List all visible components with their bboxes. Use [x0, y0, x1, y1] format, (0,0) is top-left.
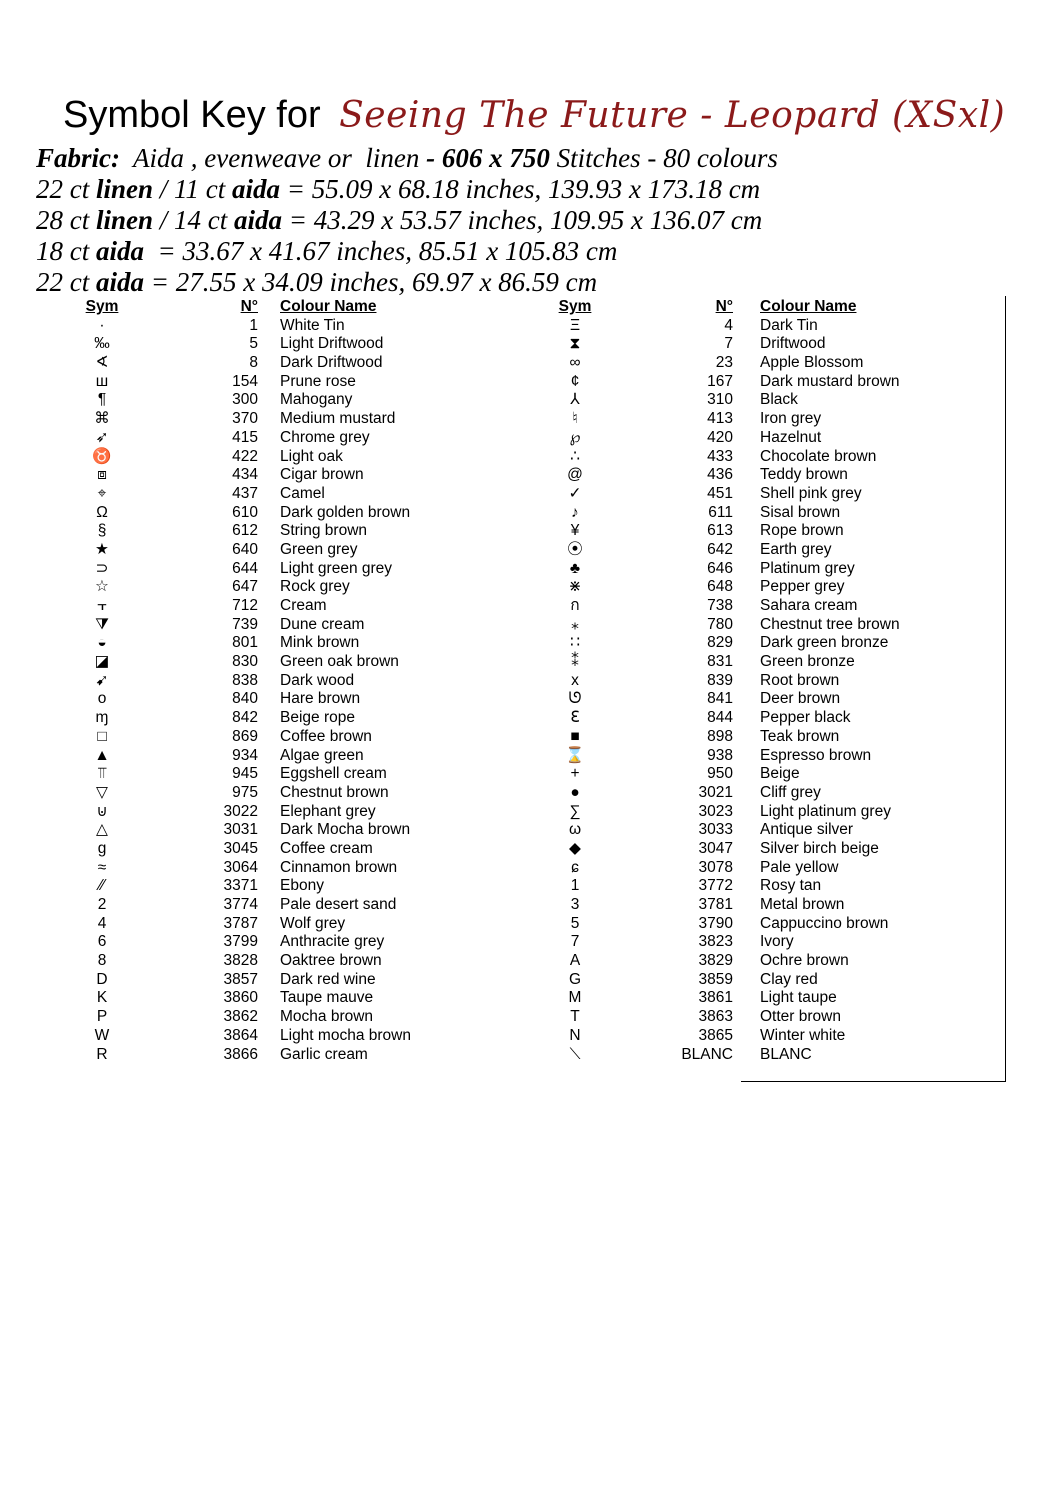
symbol-cell: 5 — [570, 914, 580, 932]
symbol-cell: A — [569, 952, 581, 970]
number-cell: 300 — [232, 391, 258, 409]
spec-segment: linen — [96, 205, 154, 235]
colour-name-cell: Dark red wine — [280, 970, 376, 988]
symbol-cell: ⫪ — [97, 765, 107, 783]
number-cell: 167 — [707, 372, 733, 390]
symbol-cell: @ — [567, 466, 583, 484]
number-cell: 3857 — [223, 970, 258, 988]
symbol-cell: ♮ — [572, 410, 578, 428]
colour-name-cell: Silver birch beige — [760, 839, 879, 857]
number-cell: 415 — [232, 428, 258, 446]
colour-name-cell: Mink brown — [280, 634, 360, 652]
spec-segment: 18 ct — [36, 236, 96, 266]
colour-name-cell: Chocolate brown — [760, 447, 877, 465]
spec-segment: Aida , evenweave or linen — [120, 143, 427, 173]
colour-name-cell: Elephant grey — [280, 802, 376, 820]
symbol-cell: ɱ — [95, 709, 109, 727]
colour-name-cell: Hare brown — [280, 690, 361, 708]
symbol-cell: 2 — [97, 896, 107, 913]
colour-name-cell: BLANC — [760, 1045, 812, 1063]
header-sym: Sym — [558, 298, 592, 315]
colour-name-cell: Dark Mocha brown — [280, 821, 411, 839]
symbol-cell: ◒ — [97, 634, 107, 652]
colour-name-cell: Otter brown — [760, 1008, 841, 1026]
colour-name-cell: Winter white — [760, 1026, 846, 1044]
colour-name-cell: Medium mustard — [280, 410, 396, 428]
symbol-cell: ✓ — [568, 484, 582, 502]
colour-name-cell: Light oak — [280, 447, 343, 465]
colour-name-cell: Metal brown — [760, 896, 845, 913]
colour-name-cell: Sisal brown — [760, 503, 841, 521]
colour-name-cell: Clay red — [760, 970, 818, 988]
number-cell: 646 — [707, 559, 733, 577]
spec-segment: - 606 x 750 — [426, 143, 550, 173]
colour-name-cell: Platinum grey — [760, 559, 855, 577]
symbol-cell: · — [99, 316, 105, 334]
symbol-cell: □ — [97, 727, 107, 745]
colour-name-cell: Eggshell cream — [280, 765, 387, 783]
frame-line-bottom — [741, 1081, 1006, 1082]
symbol-cell: ¢ — [570, 372, 580, 390]
colour-name-cell: Chrome grey — [280, 428, 370, 446]
colour-name-cell: Cream — [280, 597, 327, 614]
colour-name-cell: Dark Driftwood — [280, 354, 383, 372]
spec-segment: / 11 ct — [153, 174, 233, 204]
colour-name-cell: Dark wood — [280, 671, 355, 689]
spec-segment: = 43.29 x 53.57 inches, 109.95 x 136.07 cm — [282, 205, 763, 235]
number-cell: 154 — [232, 372, 258, 390]
spec-segment: = 55.09 x 68.18 inches, 139.93 x 173.18 cm — [280, 174, 761, 204]
colour-name-cell: String brown — [280, 522, 368, 540]
number-cell: 3862 — [223, 1008, 258, 1026]
number-cell: 437 — [232, 484, 258, 502]
colour-name-cell: Earth grey — [760, 540, 832, 558]
symbol-cell: ⧩ — [95, 615, 109, 633]
number-cell: 23 — [715, 354, 733, 372]
number-cell: 831 — [707, 653, 733, 671]
colour-name-cell: Hazelnut — [760, 428, 822, 446]
symbol-cell: ◪ — [94, 653, 110, 671]
colour-name-cell: Light Driftwood — [280, 335, 384, 353]
symbol-cell: § — [97, 522, 107, 540]
symbol-cell: ⁄⁄ — [99, 877, 105, 895]
symbol-cell: △ — [96, 821, 108, 839]
number-cell: 647 — [232, 578, 258, 596]
number-cell: 830 — [232, 653, 258, 671]
symbol-cell: 7 — [570, 933, 580, 951]
symbol-cell: ⟍ — [569, 1045, 581, 1063]
number-cell: 3799 — [223, 933, 258, 951]
number-cell: 738 — [707, 597, 733, 614]
colour-name-cell: Pale yellow — [760, 858, 839, 876]
symbol-cell: P — [96, 1008, 108, 1026]
symbol-cell: ⊍ — [96, 802, 108, 820]
number-cell: 3787 — [223, 914, 258, 932]
symbol-cell: W — [94, 1026, 110, 1044]
symbol-cell: ⁑ — [571, 653, 579, 671]
number-cell: 434 — [232, 466, 258, 484]
frame-line-right — [1005, 296, 1006, 1082]
symbol-cell: ∑ — [569, 802, 581, 820]
number-cell: 3023 — [698, 802, 733, 820]
colour-name-cell: Apple Blossom — [760, 354, 864, 372]
number-cell: 3863 — [698, 1008, 733, 1026]
pattern-name: Seeing The Future - Leopard (XSxl) — [339, 95, 1006, 136]
colour-name-cell: White Tin — [280, 316, 345, 334]
number-cell: 612 — [232, 522, 258, 540]
colour-name-cell: Rosy tan — [760, 877, 822, 895]
spec-segment: 22 ct — [36, 174, 96, 204]
colour-name-cell: Dark mustard brown — [760, 372, 900, 390]
symbol-cell: ■ — [570, 727, 580, 745]
colour-name-cell: Black — [760, 391, 798, 409]
symbol-cell: ш — [95, 372, 109, 390]
symbol-cell: 4 — [97, 914, 107, 932]
spec-line — [36, 174, 778, 205]
symbol-cell: ⊃ — [95, 559, 109, 577]
colour-name-cell: Light taupe — [760, 989, 837, 1007]
number-cell: 838 — [232, 671, 258, 689]
colour-name-cell: Pepper grey — [760, 578, 845, 596]
colour-name-cell: Root brown — [760, 671, 840, 689]
spec-line — [36, 205, 778, 236]
number-cell: 3828 — [223, 952, 258, 970]
number-cell: 3078 — [698, 858, 733, 876]
spec-line — [36, 236, 778, 267]
colour-name-cell: Garlic cream — [280, 1045, 368, 1063]
number-cell: 422 — [232, 447, 258, 465]
number-cell: 436 — [707, 466, 733, 484]
number-cell: 642 — [707, 540, 733, 558]
number-cell: BLANC — [681, 1045, 733, 1063]
spec-segment: 22 ct — [36, 267, 96, 297]
number-cell: 451 — [707, 484, 733, 502]
number-cell: 780 — [707, 615, 733, 633]
header-number: N° — [240, 298, 258, 315]
symbol-cell: 1 — [570, 877, 580, 895]
number-cell: 712 — [232, 597, 258, 614]
spec-segment: = 33.67 x 41.67 inches, 85.51 x 105.83 cm — [144, 236, 618, 266]
number-cell: 611 — [708, 503, 733, 521]
number-cell: 898 — [707, 727, 733, 745]
colour-name-cell: Dark Tin — [760, 316, 818, 334]
symbol-cell: o — [97, 690, 107, 708]
colour-name-cell: Pepper black — [760, 709, 851, 727]
symbol-cell: ▲ — [94, 746, 110, 764]
number-cell: 310 — [707, 391, 733, 409]
number-cell: 433 — [707, 447, 733, 465]
number-cell: 644 — [232, 559, 258, 577]
header-number: N° — [715, 298, 733, 315]
number-cell: 934 — [232, 746, 258, 764]
colour-name-cell: Iron grey — [760, 410, 822, 428]
colour-name-cell: Ivory — [760, 933, 794, 951]
header-colour-name: Colour Name — [760, 298, 857, 315]
colour-name-cell: Camel — [280, 484, 325, 502]
colour-name-cell: Chestnut brown — [280, 783, 389, 801]
colour-name-cell: Cliff grey — [760, 783, 821, 801]
colour-name-cell: Espresso brown — [760, 746, 872, 764]
colour-name-cell: Beige — [760, 765, 800, 783]
page-title — [63, 94, 1005, 137]
symbol-cell: ⋇ — [568, 578, 582, 596]
spec-segment: aida — [234, 205, 283, 235]
symbol-cell: ¥ — [570, 522, 580, 540]
number-cell: 3861 — [698, 989, 733, 1007]
symbol-cell: T — [570, 1008, 580, 1026]
colour-name-cell: Dark green bronze — [760, 634, 889, 652]
colour-name-cell: Light platinum grey — [760, 802, 891, 820]
number-cell: 3774 — [223, 896, 258, 913]
colour-name-cell: Ochre brown — [760, 952, 849, 970]
number-cell: 3045 — [223, 839, 258, 857]
colour-name-cell: Light green grey — [280, 559, 393, 577]
symbol-cell: D — [96, 970, 108, 988]
symbol-cell: ● — [570, 783, 580, 801]
symbol-cell: ⫟ — [97, 597, 107, 614]
number-cell: 3790 — [698, 914, 733, 932]
symbol-cell: ก — [570, 597, 580, 614]
symbol-cell: 8 — [97, 952, 107, 970]
number-cell: 640 — [232, 540, 258, 558]
number-cell: 839 — [707, 671, 733, 689]
colour-name-cell: Mahogany — [280, 391, 353, 409]
symbol-cell: ‰ — [94, 335, 110, 353]
symbol-cell: ⧈ — [97, 466, 107, 484]
symbol-cell: ∷ — [570, 634, 580, 652]
symbol-cell: ℇ — [570, 709, 580, 727]
symbol-cell: ⁎ — [571, 615, 579, 633]
spec-segment: Stitches - 80 colours — [549, 143, 778, 173]
header-sym: Sym — [85, 298, 119, 315]
number-cell: 3865 — [698, 1026, 733, 1044]
symbol-cell: ⦿ — [567, 540, 583, 558]
number-cell: 648 — [707, 578, 733, 596]
colour-name-cell: Cappuccino brown — [760, 914, 889, 932]
number-cell: 4 — [724, 316, 733, 334]
colour-name-cell: Antique silver — [760, 821, 854, 839]
symbol-cell: ⌖ — [97, 484, 107, 502]
number-cell: 3864 — [223, 1026, 258, 1044]
symbol-cell: ★ — [95, 540, 109, 558]
symbol-cell: G — [568, 970, 582, 988]
symbol-cell: ¶ — [97, 391, 107, 409]
symbol-cell: Ω — [96, 503, 108, 521]
symbol-cell: 6 — [97, 933, 107, 951]
symbol-cell: ⌛ — [565, 746, 585, 764]
number-cell: 613 — [707, 522, 733, 540]
number-cell: 3033 — [698, 821, 733, 839]
number-cell: 3031 — [223, 821, 258, 839]
spec-segment: = 27.55 x 34.09 inches, 69.97 x 86.59 cm — [144, 267, 598, 297]
colour-name-cell: Green oak brown — [280, 653, 399, 671]
number-cell: 3859 — [698, 970, 733, 988]
symbol-cell: ⅄ — [570, 391, 580, 409]
colour-name-cell: Green bronze — [760, 653, 855, 671]
number-cell: 841 — [707, 690, 733, 708]
number-cell: 8 — [249, 354, 258, 372]
colour-name-cell: Teak brown — [760, 727, 840, 745]
number-cell: 370 — [232, 410, 258, 428]
symbol-cell: R — [96, 1045, 108, 1063]
symbol-cell: x — [571, 671, 579, 689]
spec-line — [36, 143, 778, 174]
colour-name-cell: Taupe mauve — [280, 989, 374, 1007]
number-cell: 7 — [724, 335, 733, 353]
colour-name-cell: Rock grey — [280, 578, 350, 596]
symbol-cell: ∞ — [569, 354, 581, 372]
colour-name-cell: Deer brown — [760, 690, 841, 708]
symbol-cell: ◆ — [569, 839, 581, 857]
symbol-cell: ▽ — [96, 783, 108, 801]
number-cell: 938 — [707, 746, 733, 764]
symbol-cell: ᘎ — [568, 690, 582, 708]
colour-name-cell: Light mocha brown — [280, 1026, 411, 1044]
number-cell: 3823 — [698, 933, 733, 951]
colour-name-cell: Pale desert sand — [280, 896, 397, 913]
symbol-cell: 3 — [570, 896, 580, 913]
colour-name-cell: Coffee brown — [280, 727, 372, 745]
number-cell: 975 — [232, 783, 258, 801]
fabric-specs — [36, 143, 778, 298]
number-cell: 739 — [232, 615, 258, 633]
number-cell: 3866 — [223, 1045, 258, 1063]
colour-name-cell: Anthracite grey — [280, 933, 385, 951]
symbol-cell: ➹ — [95, 671, 109, 689]
colour-name-cell: Sahara cream — [760, 597, 858, 614]
spec-segment: aida — [96, 236, 145, 266]
number-cell: 420 — [707, 428, 733, 446]
number-cell: 3371 — [223, 877, 258, 895]
number-cell: 3860 — [223, 989, 258, 1007]
symbol-cell: g — [97, 839, 107, 857]
colour-name-cell: Shell pink grey — [760, 484, 862, 502]
colour-name-cell: Coffee cream — [280, 839, 373, 857]
spec-segment: linen — [96, 174, 154, 204]
colour-name-cell: Oaktree brown — [280, 952, 382, 970]
symbol-cell: K — [96, 989, 108, 1007]
symbol-cell: ⧗ — [569, 335, 581, 353]
colour-name-cell: Green grey — [280, 540, 358, 558]
colour-name-cell: Cigar brown — [280, 466, 364, 484]
number-cell: 844 — [707, 709, 733, 727]
number-cell: 3064 — [223, 858, 258, 876]
colour-name-cell: Ebony — [280, 877, 324, 895]
symbol-cell: ∴ — [570, 447, 580, 465]
colour-name-cell: Rope brown — [760, 522, 844, 540]
symbol-cell: + — [570, 765, 580, 783]
symbol-cell: M — [568, 989, 582, 1007]
number-cell: 950 — [707, 765, 733, 783]
number-cell: 842 — [232, 709, 258, 727]
spec-segment: Fabric: — [36, 143, 120, 173]
number-cell: 3047 — [698, 839, 733, 857]
symbol-cell: ≈ — [97, 858, 107, 876]
number-cell: 3829 — [698, 952, 733, 970]
number-cell: 3772 — [698, 877, 733, 895]
colour-name-cell: Driftwood — [760, 335, 826, 353]
colour-name-cell: Algae green — [280, 746, 364, 764]
symbol-cell: ℘ — [569, 428, 581, 446]
number-cell: 1 — [249, 316, 258, 334]
symbol-cell: ɕ — [571, 858, 579, 876]
symbol-cell: Ξ — [569, 316, 581, 334]
colour-name-cell: Chestnut tree brown — [760, 615, 900, 633]
colour-name-cell: Prune rose — [280, 372, 356, 390]
number-cell: 829 — [707, 634, 733, 652]
number-cell: 3022 — [223, 802, 258, 820]
number-cell: 3781 — [698, 896, 733, 913]
colour-name-cell: Mocha brown — [280, 1008, 374, 1026]
spec-line — [36, 267, 778, 298]
colour-name-cell: Cinnamon brown — [280, 858, 398, 876]
symbol-cell: ∢ — [95, 354, 109, 372]
colour-name-cell: Teddy brown — [760, 466, 848, 484]
spec-segment: / 14 ct — [153, 205, 235, 235]
number-cell: 610 — [232, 503, 258, 521]
symbol-cell: ➶ — [95, 428, 109, 446]
spec-segment: aida — [96, 267, 145, 297]
symbol-cell: ♣ — [569, 559, 581, 577]
number-cell: 801 — [232, 634, 258, 652]
symbol-cell: ⌘ — [94, 410, 110, 428]
header-colour-name: Colour Name — [280, 298, 377, 315]
symbol-cell: N — [569, 1026, 581, 1044]
symbol-cell: ω — [568, 821, 582, 839]
number-cell: 869 — [232, 727, 258, 745]
symbol-cell: ☆ — [95, 578, 109, 596]
symbol-cell: ♪ — [571, 503, 579, 521]
spec-segment: aida — [232, 174, 281, 204]
title-prefix: Symbol Key for — [63, 94, 321, 136]
number-cell: 3021 — [698, 783, 733, 801]
number-cell: 413 — [707, 410, 733, 428]
colour-name-cell: Beige rope — [280, 709, 355, 727]
number-cell: 840 — [232, 690, 258, 708]
colour-name-cell: Dark golden brown — [280, 503, 411, 521]
number-cell: 5 — [249, 335, 258, 353]
colour-name-cell: Dune cream — [280, 615, 365, 633]
symbol-cell: ♉ — [92, 447, 112, 465]
spec-segment: 28 ct — [36, 205, 96, 235]
colour-name-cell: Wolf grey — [280, 914, 346, 932]
number-cell: 945 — [232, 765, 258, 783]
